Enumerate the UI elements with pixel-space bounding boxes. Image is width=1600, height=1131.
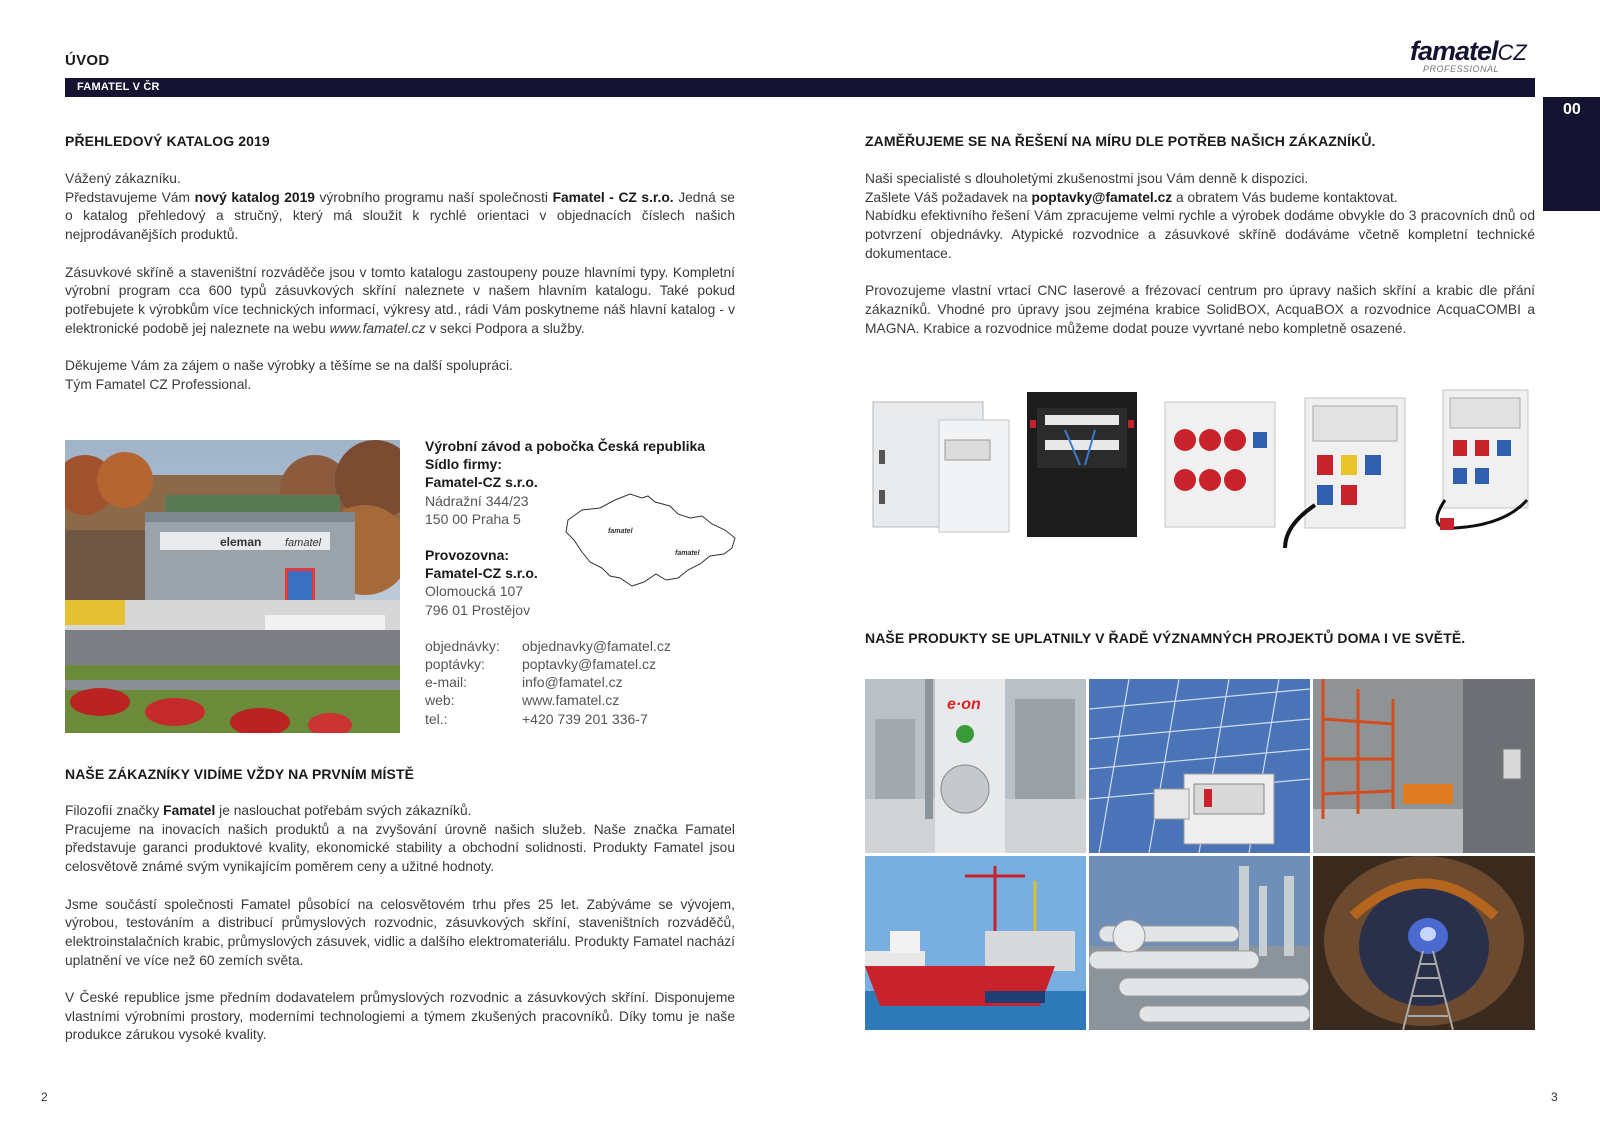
project-photo-warehouse bbox=[1313, 679, 1535, 853]
projects-heading: NAŠE PRODUKTY SE UPLATNILY V ŘADĚ VÝZNAMNÝCH PROJEKTŮ DOMA I VE SVĚTĚ. bbox=[865, 630, 1466, 646]
product-black-cabinet-image bbox=[1027, 392, 1137, 537]
factory-building-photo bbox=[65, 440, 400, 733]
contact-plant-city: 796 01 Prostějov bbox=[425, 601, 531, 618]
contact-plant-label: Provozovna: bbox=[425, 547, 510, 564]
page-number-right: 3 bbox=[1551, 1090, 1558, 1104]
contact-row-orders: objednávky: objednavky@famatel.cz bbox=[425, 637, 671, 654]
website-link[interactable]: www.famatel.cz bbox=[329, 320, 426, 336]
project-photo-solar bbox=[1089, 679, 1310, 853]
product-open-cabinet-image bbox=[873, 402, 1009, 532]
contact-row-web: web: www.famatel.cz bbox=[425, 691, 671, 709]
building-sign-eleman: eleman bbox=[220, 535, 262, 549]
eon-logo-text: e·on bbox=[947, 696, 981, 713]
contact-plant-street: Olomoucká 107 bbox=[425, 583, 524, 600]
contact-hq-street: Nádražní 344/23 bbox=[425, 492, 529, 509]
info-email-link[interactable]: info@famatel.cz bbox=[522, 674, 623, 691]
contact-hq-city: 150 00 Praha 5 bbox=[425, 510, 521, 527]
map-marker-prostejov: famatel bbox=[675, 550, 700, 557]
section-banner bbox=[65, 78, 1535, 97]
contact-hq-company: Famatel-CZ s.r.o. bbox=[425, 474, 538, 491]
customers-text: Filozofií značky Famatel je naslouchat potřebám svých zákazníků. Pracujeme na inovacích našich produktů a na zvyšování úrovně našich služeb. Naše značka Famatel představuje garanci produktové kvality, ekonomické stability a obchodní solidnosti. Produkty Famatel jsou celosvětově známé svým vynikajícím poměrem ceny a užitné hodnoty. Jsme součástí společnosti Famatel působící na celosvětovém trhu přes 25 let. Zabýváme se vývojem, výrobou, testováním a distribucí průmyslových rozvodnic, zásuvkových skříní, staveništních rozváděčů, elektroinstalačních krabic, průmyslových zásuvek, vidlic a dalšího elektromateriálu. Produkty Famatel nachází uplatnění ve více než 60 zemích světa. V České republice jsme předním dodavatelem průmyslových rozvodnic a zásuvkových skříní. Disponujeme vlastními výrobními prostory, moderními technologiemi a týmem zkušených pracovníků. Díky tomu je naše produkce zárukou vysoké kvality. bbox=[65, 803, 735, 1043]
contact-row-inquiries: poptávky: poptavky@famatel.cz bbox=[425, 655, 671, 673]
inquiry-email-link[interactable]: poptavky@famatel.cz bbox=[1031, 189, 1173, 205]
solutions-heading: ZAMĚŘUJEME SE NA ŘEŠENÍ NA MÍRU DLE POTŘEB NAŠICH ZÁKAZNÍKŮ. bbox=[865, 133, 1376, 149]
czech-map bbox=[560, 490, 740, 595]
catalog-heading: PŘEHLEDOVÝ KATALOG 2019 bbox=[65, 133, 270, 149]
project-photo-mine-tunnel bbox=[1313, 856, 1535, 1030]
solutions-text: Naši specialisté s dlouholetými zkušenostmi jsou Vám denně k dispozici. Zašlete Váš požadavek na poptavky@famatel.cz a obratem Vás budeme kontaktovat. Nabídku efektivního řešení Vám zpracujeme velmi rychle a výrobek dodáme obvykle do 3 pracovních dnů od potvrzení objednávky. Atypické rozvodnice a zásuvkové skříně dodáváme včetně kompletní technické dokumentace. Provozujeme vlastní vrtací CNC laserové a frézovací centrum pro úpravy našich skříní a krabic dle přání zákazníků. Vhodné pro úpravy jsou zejména krabice SolidBOX, AcquaBOX a rozvodnice AcquaCOMBI a MAGNA. Krabice a rozvodnice můžeme dodat pouze vyvrtané nebo kompletně osazené. bbox=[865, 171, 1535, 336]
project-photo-port-ship bbox=[865, 856, 1086, 1030]
orders-email-link[interactable]: objednavky@famatel.cz bbox=[522, 637, 671, 654]
project-photo-refinery bbox=[1089, 856, 1310, 1030]
product-images-strip bbox=[865, 380, 1535, 555]
building-sign-famatel: famatel bbox=[285, 537, 322, 549]
famatel-logo: famatelCZ PROFESSIONAL bbox=[1410, 36, 1527, 74]
map-marker-praha: famatel bbox=[608, 528, 633, 535]
phone-number[interactable]: +420 739 201 336-7 bbox=[522, 710, 648, 727]
product-socket-box-red-image bbox=[1165, 402, 1275, 527]
contact-plant-company: Famatel-CZ s.r.o. bbox=[425, 565, 538, 582]
page-number-left: 2 bbox=[41, 1090, 48, 1104]
contact-hq-title: Sídlo firmy: bbox=[425, 456, 503, 473]
catalog-intro-text: Vážený zákazníku. Představujeme Vám nový katalog 2019 výrobního programu naší společnosti Famatel - CZ s.r.o. Jedná se o katalog přehledový a stručný, který má sloužit k rychlé orientaci v objednacích číslech našich nejprodávanějších produktů. Zásuvkové skříně a staveništní rozváděče jsou v tomto katalogu zastoupeny pouze hlavními typy. Kompletní výrobní program cca 600 typů zásuvkových skříní naleznete v našem hlavním katalogu. Také pokud potřebujete k výrobkům více technických informací, výkresy atd., rádi Vám poskytneme náš hlavní katalog - v elektronické podobě jej naleznete na webu www.famatel.cz v sekci Podpora a služby. Děkujeme Vám za zájem o naše výrobky a těšíme se na další spolupráci. Tým Famatel CZ Professional. bbox=[65, 171, 735, 392]
banner-label: FAMATEL V ČR bbox=[77, 81, 160, 93]
project-photo-eon-plant bbox=[865, 679, 1086, 853]
customers-heading: NAŠE ZÁKAZNÍKY VIDÍME VŽDY NA PRVNÍM MÍSTĚ bbox=[65, 766, 415, 782]
contact-table bbox=[425, 637, 671, 728]
section-title: ÚVOD bbox=[65, 52, 110, 69]
chapter-number: 00 bbox=[1563, 101, 1581, 118]
chapter-tab bbox=[1543, 97, 1600, 211]
web-link[interactable]: www.famatel.cz bbox=[522, 692, 620, 709]
contact-plant-title: Výrobní závod a pobočka Česká republika bbox=[425, 438, 706, 454]
contact-row-email: e-mail: info@famatel.cz bbox=[425, 673, 671, 691]
contact-row-phone: tel.: +420 739 201 336-7 bbox=[425, 710, 671, 728]
inquiries-email-link[interactable]: poptavky@famatel.cz bbox=[522, 656, 657, 673]
